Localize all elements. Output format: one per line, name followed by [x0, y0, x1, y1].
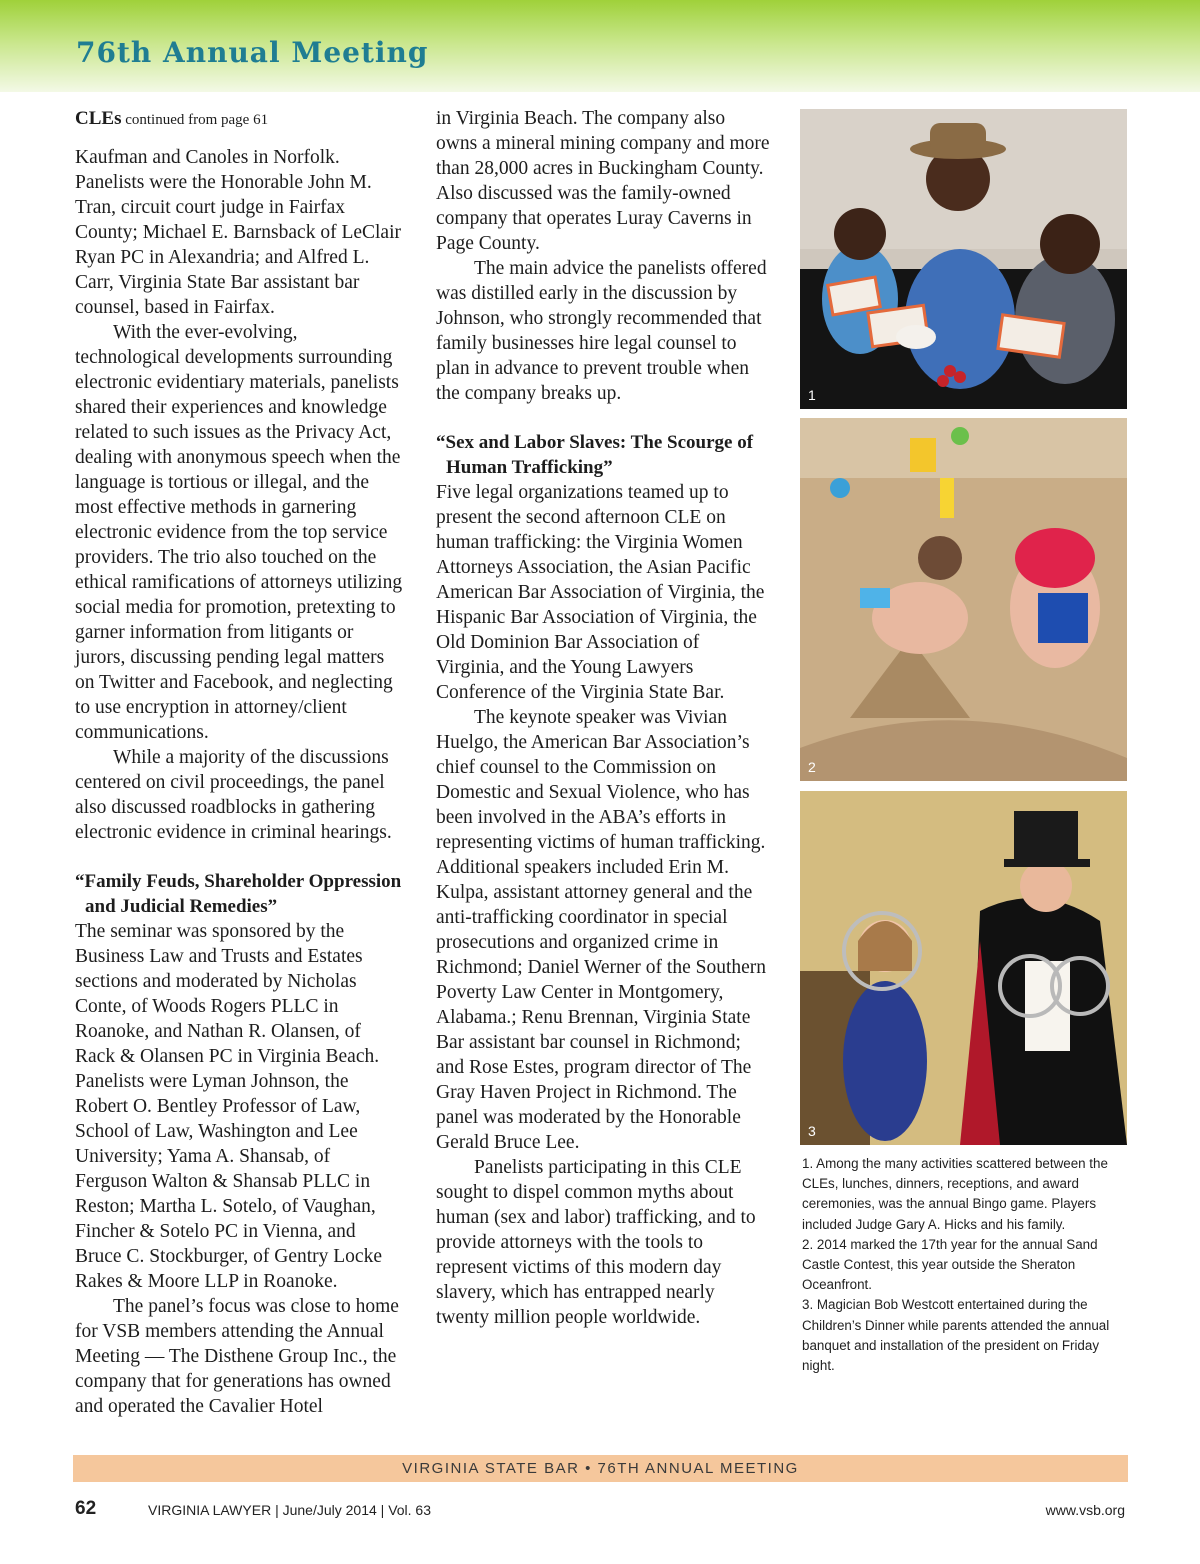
publication-info: VIRGINIA LAWYER | June/July 2014 | Vol. 63: [148, 1502, 432, 1518]
website-link[interactable]: www.vsb.org: [1045, 1502, 1125, 1518]
continued-text: continued from page 61: [121, 112, 269, 128]
continued-label: CLEs: [75, 108, 122, 129]
photo-magician: [800, 791, 1127, 1145]
sand-castle-scene: [800, 418, 1127, 781]
header-band: [0, 0, 1200, 92]
photo-number: 2: [808, 759, 816, 775]
article-column-2: [436, 106, 771, 1330]
paragraph: The seminar was sponsored by the Business Law and Trusts and Estates sections and moderated by Nicholas Conte, of Woods Rogers PLLC in Roanoke, and Nathan R. Olansen, of Rack & Olansen PC in Virginia Beach. Panelists were Lyman Johnson, the Robert O. Bentley Professor of Law, School of Law, Washington and Lee University; Yama A. Shansab, of Ferguson Walton & Shansab PLLC in Reston; Martha L. Sotelo, of Vaughan, Fincher & Sotelo PC in Vienna, and Bruce C. Stockburger, of Gentry Locke Rakes & Moore LLP in Roanoke.: [75, 921, 382, 1292]
paragraph: Kaufman and Canoles in Norfolk. Panelists were the Honorable John M. Tran, circuit court judge in Fairfax County; Michael E. Barnsback of LeClair Ryan PC in Alexandria; and Alfred L. Carr, Virginia State Bar assistant bar counsel, based in Fairfax.: [75, 147, 401, 318]
section-subhead: “Family Feuds, Shareholder Oppression and Judicial Remedies”: [75, 871, 402, 917]
continued-note: [75, 106, 405, 133]
paragraph: in Virginia Beach. The company also owns a mineral mining company and more than 28,000 acres in Buckingham County. Also discussed was the family-owned company that operates Luray Caverns in Page County.: [436, 108, 770, 254]
photo-captions: [802, 1154, 1124, 1376]
section-title: 76th Annual Meeting: [76, 36, 429, 69]
bingo-scene: [800, 109, 1127, 409]
paragraph: Five legal organizations teamed up to present the second afternoon CLE on human trafficking: the Virginia Women Attorneys Association, the Asian Pacific American Bar Association of Virginia, the Hispanic Bar Association of Virginia, the Old Dominion Bar Association of Virginia, and the Young Lawyers Conference of the Virginia State Bar.: [436, 482, 765, 703]
photo-sand-castle: [800, 418, 1127, 781]
caption: 1. Among the many activities scattered between the CLEs, lunches, dinners, receptions, and award ceremonies, was the annual Bingo game. Players included Judge Gary A. Hicks and his family.: [802, 1156, 1108, 1232]
paragraph: While a majority of the discussions centered on civil proceedings, the panel also discussed roadblocks in gathering electronic evidence in criminal hearings.: [75, 747, 392, 843]
caption: 2. 2014 marked the 17th year for the annual Sand Castle Contest, this year outside the Sheraton Oceanfront.: [802, 1236, 1098, 1293]
article-column-1: [75, 106, 405, 1419]
footer-band: VIRGINIA STATE BAR • 76TH ANNUAL MEETING: [73, 1455, 1128, 1482]
magician-scene: [800, 791, 1127, 1145]
photo-number: 1: [808, 387, 816, 403]
photo-number: 3: [808, 1123, 816, 1139]
paragraph: The panel’s focus was close to home for VSB members attending the Annual Meeting — The Disthene Group Inc., the company that for generations has owned and operated the Cavalier Hotel: [75, 1296, 399, 1417]
photo-bingo-game: [800, 109, 1127, 409]
paragraph: The main advice the panelists offered was distilled early in the discussion by Johnson, who strongly recommended that family businesses hire legal counsel to plan in advance to prevent trouble when the company breaks up.: [436, 258, 767, 404]
page-number: 62: [75, 1498, 97, 1519]
section-subhead: “Sex and Labor Slaves: The Scourge of Human Trafficking”: [436, 432, 754, 478]
paragraph: With the ever-evolving, technological developments surrounding electronic evidentiary materials, panelists shared their experiences and knowledge related to such issues as the Privacy Act, dealing with anonymous speech when the language is tortious or illegal, and the most effective methods in garnering electronic evidence from the top service providers. The trio also touched on the ethical ramifications of attorneys utilizing social media for promotion, pretexting to garner information from litigants or jurors, discussing pending legal matters on Twitter and Facebook, and neglecting to use encryption in attorney/client communications.: [75, 322, 403, 743]
caption: 3. Magician Bob Westcott entertained during the Children’s Dinner while parents attended the annual banquet and installation of the president on Friday night.: [802, 1297, 1110, 1374]
paragraph: The keynote speaker was Vivian Huelgo, the American Bar Association’s chief counsel to the Commission on Domestic and Sexual Violence, who has been involved in the ABA’s efforts in representing victims of human trafficking. Additional speakers included Erin M. Kulpa, assistant attorney general and the anti-trafficking coordinator in special prosecutions and organized crime in Richmond; Daniel Werner of the Southern Poverty Law Center in Montgomery, Alabama.; Renu Brennan, Virginia State Bar assistant bar counsel in Richmond; and Rose Estes, program director of The Gray Haven Project in Richmond. The panel was moderated by the Honorable Gerald Bruce Lee.: [436, 707, 767, 1153]
paragraph: Panelists participating in this CLE sought to dispel common myths about human (sex and labor) trafficking, and to provide attorneys with the tools to represent victims of this modern day slavery, which has entrapped nearly twenty million people worldwide.: [436, 1157, 756, 1328]
